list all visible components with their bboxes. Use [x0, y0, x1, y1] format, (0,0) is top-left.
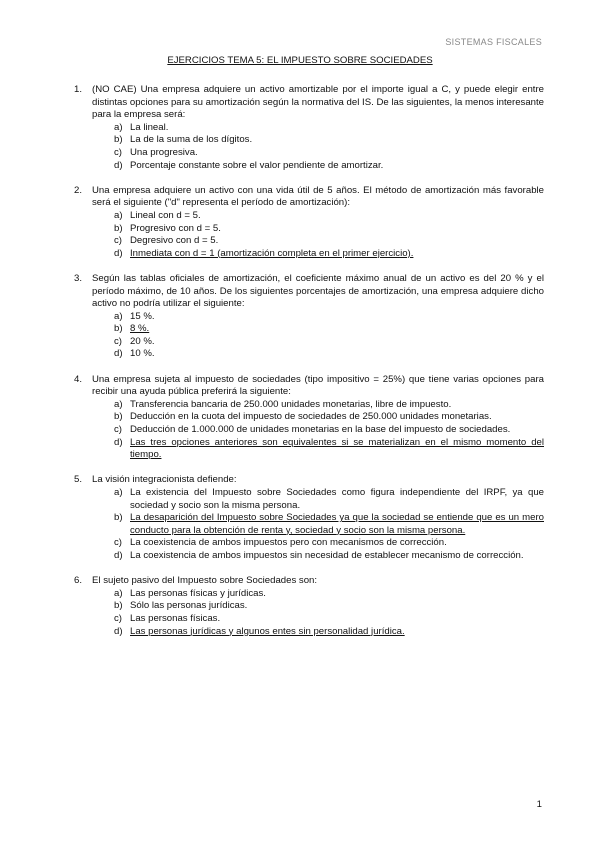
option-d [92, 550, 544, 563]
option-c [92, 336, 544, 349]
option-label: b) [114, 411, 123, 423]
option-b-correct [92, 323, 544, 336]
option-label: b) [114, 600, 123, 612]
option-label: c) [114, 146, 122, 158]
option-label: b) [114, 512, 123, 524]
option-label: c) [114, 424, 122, 436]
option-label: b) [114, 222, 123, 234]
option-c [92, 147, 544, 160]
option-text: La coexistencia de ambos impuestos sin necesidad de establecer mecanismo de corrección. [130, 549, 524, 561]
option-c [92, 235, 544, 248]
option-text: La de la suma de los dígitos. [130, 134, 253, 146]
options-list [92, 399, 544, 462]
question-text: La visión integracionista defiende: [92, 474, 237, 486]
option-a [92, 122, 544, 135]
question-number: 1. [74, 84, 83, 95]
option-text: 15 %. [130, 310, 155, 322]
question-text: Una empresa adquiere un activo con una vida útil de 5 años. El método de amortización más favorable será el siguiente ("d" representa el período de amortización): [92, 184, 544, 209]
option-d-correct [92, 248, 544, 261]
option-text: Inmediata con d = 1 (amortización completa en el primer ejercicio). [130, 247, 414, 259]
option-text: La lineal. [130, 121, 169, 133]
option-label: d) [114, 159, 123, 171]
option-a [92, 210, 544, 223]
option-label: a) [114, 487, 123, 498]
option-d-correct [92, 437, 544, 462]
question-number: 4. [74, 373, 83, 385]
option-label: a) [114, 398, 123, 410]
question-text: (NO CAE) Una empresa adquiere un activo amortizable por el importe igual a C, y puede elegir entre distintas opciones para su amortización según la normativa del IS. De las siguientes, la menos interesante para la empresa será: [92, 84, 544, 121]
option-text: Porcentaje constante sobre el valor pendiente de amortizar. [130, 159, 384, 171]
options-list [92, 210, 544, 260]
option-text: Progresivo con d = 5. [130, 222, 221, 234]
option-text: Degresivo con d = 5. [130, 235, 219, 247]
question-number: 5. [74, 474, 83, 486]
options-list [92, 487, 544, 563]
option-text: Deducción de 1.000.000 de unidades monetarias en la base del impuesto de sociedades. [130, 424, 511, 436]
question-5 [70, 474, 544, 562]
question-2 [70, 185, 544, 261]
option-text: La desaparición del Impuesto sobre Sociedades ya que la sociedad se entiende que es un mero conducto para la obtención de renta y, sociedad y socio son la misma persona. [130, 512, 544, 536]
option-text: Las personas físicas. [130, 612, 221, 624]
option-text: La existencia del Impuesto sobre Sociedades como figura independiente del IRPF, ya que sociedad y socio son la misma persona. [130, 487, 544, 511]
question-number: 3. [74, 272, 83, 284]
option-text: Las personas jurídicas y algunos entes sin personalidad jurídica. [130, 625, 405, 637]
option-label: c) [114, 335, 122, 347]
options-list [92, 311, 544, 361]
option-text: Lineal con d = 5. [130, 209, 201, 221]
option-label: a) [114, 587, 123, 599]
page-number: 1 [536, 799, 542, 810]
question-text: El sujeto pasivo del Impuesto sobre Sociedades son: [92, 575, 318, 587]
option-text: Deducción en la cuota del impuesto de sociedades de 250.000 unidades monetarias. [130, 411, 492, 423]
option-label: d) [114, 247, 123, 259]
option-b [92, 223, 544, 236]
option-label: a) [114, 121, 123, 133]
option-a [92, 399, 544, 412]
question-text: Según las tablas oficiales de amortización, el coeficiente máximo anual de un activo es del 20 % y el período máximo, de 10 años. De los siguientes porcentajes de amortización, una empresa adquiere dicho activo no podría utilizar el siguiente: [92, 272, 544, 310]
option-c [92, 613, 544, 626]
option-label: d) [114, 625, 123, 637]
question-4 [70, 374, 544, 462]
option-b [92, 600, 544, 613]
option-c [92, 424, 544, 437]
option-text: Una progresiva. [130, 146, 198, 158]
question-6 [70, 575, 544, 638]
option-label: d) [114, 436, 123, 448]
option-d [92, 348, 544, 361]
option-text: Las personas físicas y jurídicas. [130, 587, 266, 599]
option-text: Sólo las personas jurídicas. [130, 600, 248, 612]
option-d-correct [92, 626, 544, 639]
option-text: 20 %. [130, 335, 155, 347]
option-b [92, 411, 544, 424]
options-list [92, 122, 544, 172]
question-3 [70, 273, 544, 361]
option-c [92, 537, 544, 550]
option-b-correct [92, 512, 544, 537]
questions-list [70, 84, 544, 651]
option-label: c) [114, 235, 122, 247]
options-list [92, 588, 544, 638]
question-text: Una empresa sujeta al impuesto de sociedades (tipo impositivo = 25%) que tiene varias opciones para recibir una ayuda pública preferirá la siguiente: [92, 373, 544, 398]
option-label: d) [114, 549, 123, 561]
option-label: a) [114, 209, 123, 221]
page-title: EJERCICIOS TEMA 5: EL IMPUESTO SOBRE SOCIEDADES [167, 55, 433, 66]
option-label: b) [114, 323, 123, 335]
option-text: La coexistencia de ambos impuestos pero con mecanismos de corrección. [130, 537, 447, 549]
option-d [92, 160, 544, 173]
option-text: Transferencia bancaria de 250.000 unidades monetarias, libre de impuesto. [130, 398, 452, 410]
option-text: Las tres opciones anteriores son equivalentes si se materializan en el mismo momento del tiempo. [130, 436, 544, 461]
option-label: c) [114, 612, 122, 624]
option-label: c) [114, 537, 122, 549]
option-b [92, 134, 544, 147]
option-text: 8 %. [130, 323, 150, 335]
option-label: b) [114, 134, 123, 146]
option-label: a) [114, 310, 123, 322]
question-number: 2. [74, 184, 83, 196]
question-number: 6. [74, 575, 83, 587]
header-course-label: SISTEMAS FISCALES [445, 37, 542, 47]
option-a [92, 311, 544, 324]
option-label: d) [114, 348, 123, 360]
option-a [92, 588, 544, 601]
option-a [92, 487, 544, 512]
option-text: 10 %. [130, 348, 155, 360]
question-1 [70, 84, 544, 172]
